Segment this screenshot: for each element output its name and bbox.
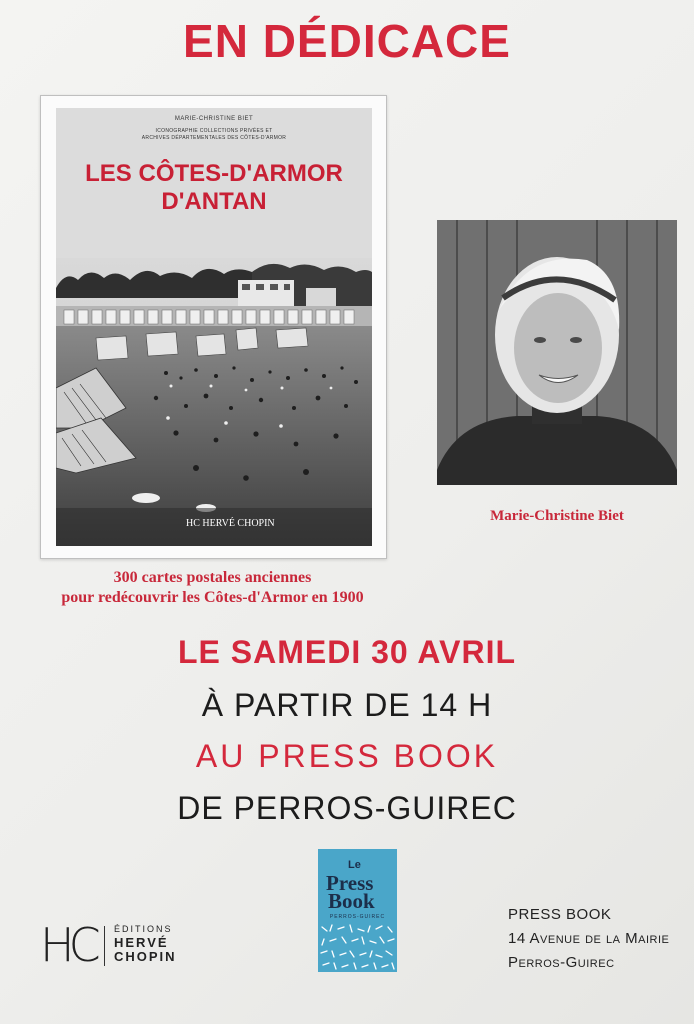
cover-title-line2: D'ANTAN: [161, 188, 267, 215]
headline: EN DÉDICACE: [183, 15, 511, 67]
address-city: Perros-Guirec: [508, 954, 615, 971]
cover-credit-line2: ARCHIVES DÉPARTEMENTALES DES CÔTES-D'ARMOR: [141, 135, 287, 141]
beach-photo: [56, 258, 372, 546]
publisher-line2: HERVÉ: [114, 935, 169, 950]
tagline-line2: pour redécouvrir les Côtes-d'Armor en 1900: [61, 589, 364, 606]
cover-publisher-mark: HC HERVÉ CHOPIN: [186, 518, 275, 529]
address-name: PRESS BOOK: [508, 906, 612, 923]
cover-credit: [56, 128, 372, 142]
logo-divider: [104, 926, 105, 966]
tagline-line1: 300 cartes postales anciennes: [113, 569, 312, 586]
pressbook-small: PERROS-GUIREC: [329, 914, 386, 920]
cover-author: MARIE-CHRISTINE BIET: [174, 116, 254, 122]
pressbook-logo: [318, 849, 397, 972]
cover-title-line1: LES CÔTES-D'ARMOR: [85, 160, 343, 187]
publisher-logo: [40, 920, 210, 970]
event-city: DE PERROS-GUIREC: [177, 790, 517, 826]
publisher-name: [114, 922, 177, 964]
cover-title: [56, 160, 372, 216]
author-portrait: [437, 220, 677, 485]
hc-mark: HC: [40, 918, 95, 972]
book-tagline: [40, 568, 385, 608]
publisher-line3: CHOPIN: [114, 949, 177, 964]
book-cover: [56, 108, 372, 546]
event-venue: AU PRESS BOOK: [195, 738, 499, 774]
author-caption: Marie-Christine Biet: [490, 508, 624, 524]
pressbook-press: Press: [326, 871, 374, 895]
pressbook-address: [508, 903, 669, 975]
pressbook-book: Book: [328, 889, 375, 913]
cover-credit-line1: ICONOGRAPHIE COLLECTIONS PRIVÉES ET: [155, 128, 273, 134]
address-street: 14 Avenue de la Mairie: [508, 930, 670, 947]
pressbook-le: Le: [348, 859, 361, 871]
event-date: LE SAMEDI 30 AVRIL: [177, 634, 517, 670]
event-time: À PARTIR DE 14 H: [201, 687, 493, 723]
pressbook-pattern: [318, 921, 397, 972]
portrait-image: [437, 220, 677, 485]
publisher-line1: ÉDITIONS: [114, 924, 173, 934]
